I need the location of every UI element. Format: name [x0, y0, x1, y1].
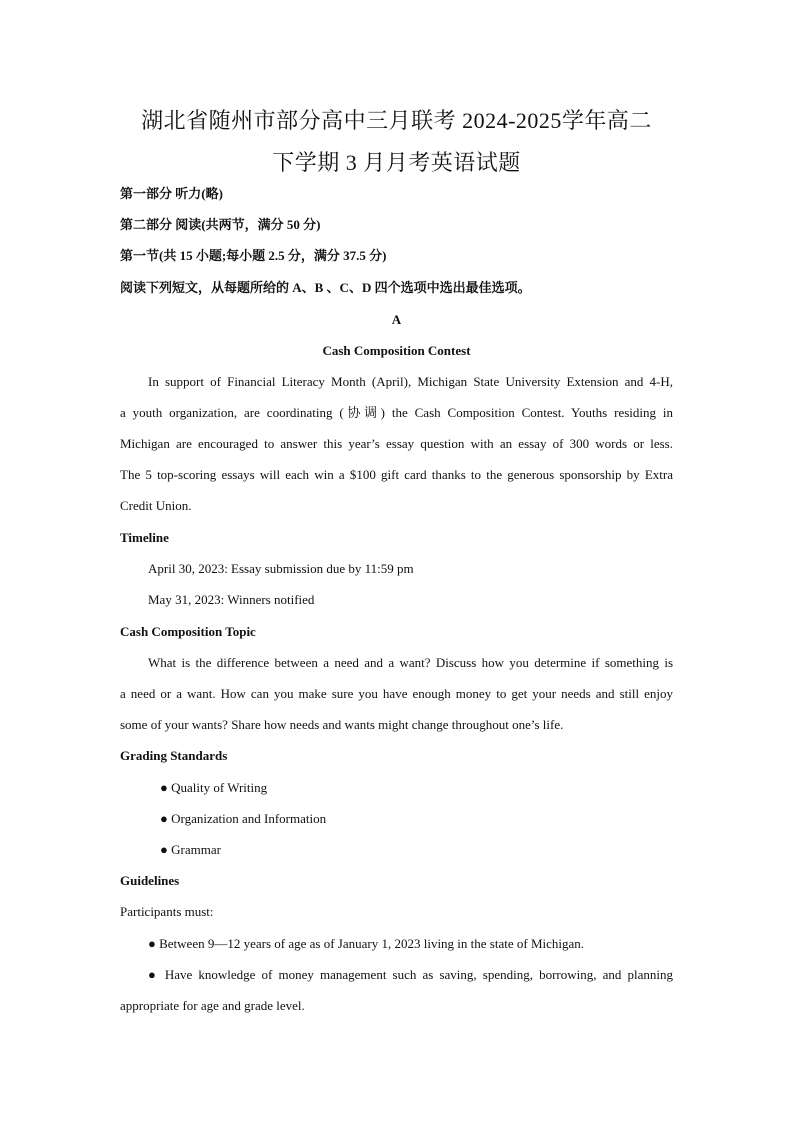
- intro-paragraph-line: Credit Union.: [120, 498, 192, 513]
- topic-paragraph-line: What is the difference between a need and a want? Discuss how you determine if something is: [148, 655, 673, 670]
- guideline-item: ● Have knowledge of money management such as saving, spending, borrowing, and planning: [148, 967, 673, 982]
- grading-item: ● Quality of Writing: [160, 780, 268, 795]
- guidelines-heading: Guidelines: [120, 873, 180, 888]
- grading-heading: Grading Standards: [120, 748, 228, 763]
- guideline-item-continuation: appropriate for age and grade level.: [120, 998, 305, 1013]
- participants-label: Participants must:: [120, 904, 214, 919]
- timeline-item: April 30, 2023: Essay submission due by 11:59 pm: [148, 561, 414, 576]
- intro-paragraph-line: In support of Financial Literacy Month (April), Michigan State University Extension and 4-H,: [148, 374, 673, 389]
- document-title-line-1: 湖北省随州市部分高中三月联考 2024-2025学年高二: [141, 108, 652, 133]
- topic-paragraph-line: a need or a want. How can you make sure you have enough money to get your needs and still enjoy: [120, 686, 673, 701]
- intro-paragraph-line: The 5 top-scoring essays will each win a $100 gift card thanks to the generous sponsorship by Extra: [120, 467, 673, 482]
- reading-instruction: 阅读下列短文，从每题所给的 A、B 、C、D 四个选项中选出最佳选项。: [120, 280, 531, 295]
- intro-paragraph-line: a youth organization, are coordinating (协调) the Cash Composition Contest. Youths residing in: [120, 405, 673, 420]
- timeline-heading: Timeline: [120, 530, 169, 545]
- grading-item: ● Organization and Information: [160, 811, 327, 826]
- guideline-item: ● Between 9—12 years of age as of January 1, 2023 living in the state of Michigan.: [148, 936, 585, 951]
- topic-paragraph-line: some of your wants? Share how needs and wants might change throughout one’s life.: [120, 717, 564, 732]
- timeline-item: May 31, 2023: Winners notified: [148, 592, 315, 607]
- intro-paragraph-line: Michigan are encouraged to answer this year’s essay question with an essay of 300 words or less.: [120, 436, 673, 451]
- document-title-line-2: 下学期 3 月月考英语试题: [272, 150, 521, 175]
- passage-heading: Cash Composition Contest: [322, 343, 471, 358]
- part-one-heading: 第一部分 听力(略): [120, 186, 223, 201]
- grading-item: ● Grammar: [160, 842, 221, 857]
- topic-heading: Cash Composition Topic: [120, 624, 256, 639]
- passage-letter: A: [391, 312, 402, 327]
- section-one-heading: 第一节(共 15 小题;每小题 2.5 分，满分 37.5 分): [120, 248, 387, 263]
- part-two-heading: 第二部分 阅读(共两节，满分 50 分): [120, 217, 321, 232]
